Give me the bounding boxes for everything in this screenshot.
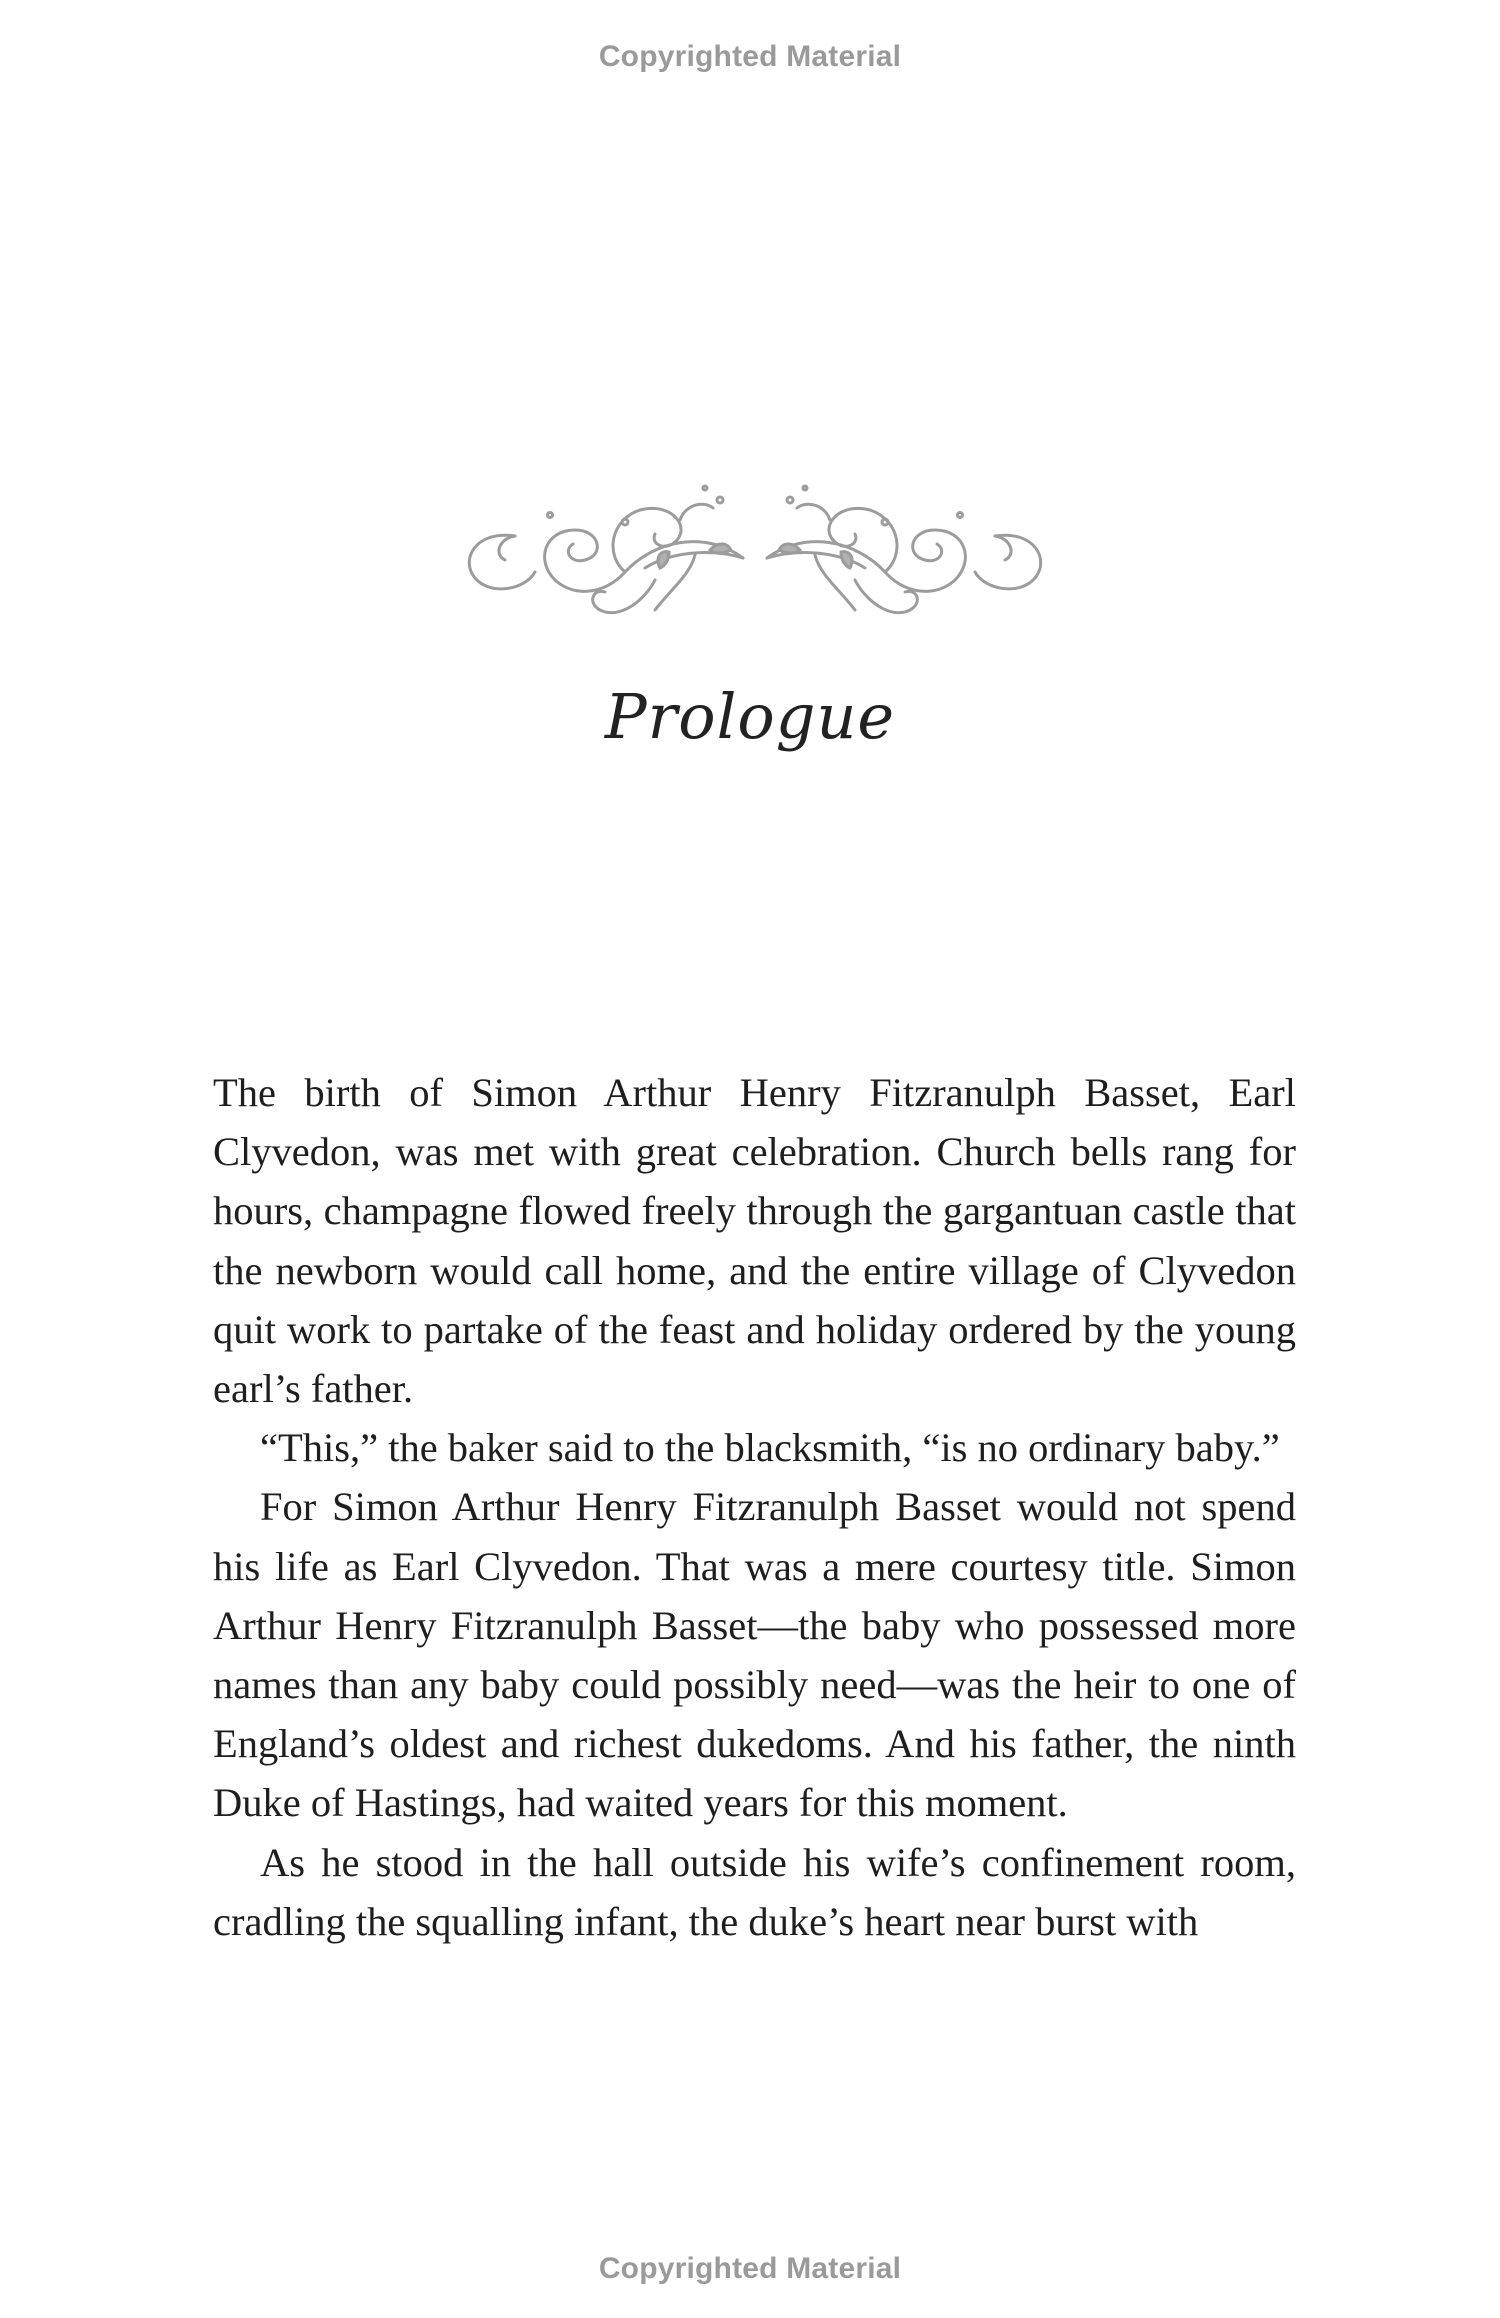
body-text [213,1063,1296,1951]
copyright-watermark-bottom: Copyrighted Material [598,2252,902,2285]
copyright-watermark-top: Copyrighted Material [598,40,902,73]
paragraph-1: The birth of Simon Arthur Henry Fitzranulph Basset, Earl Clyvedon, was met with great celebration. Church bells rang for hours, champagne flowed freely through the gargantuan castle that the newborn would call home, and the entire village of Clyvedon quit work to partake of the feast and holiday ordered by the young earl’s father. [213,1070,1296,1412]
paragraph-4: As he stood in the hall outside his wife’s confinement room, cradling the squalling infant, the duke’s heart near burst with [213,1839,1296,1944]
left-flourish-icon [469,486,743,613]
paragraph-3: For Simon Arthur Henry Fitzranulph Basset would not spend his life as Earl Clyvedon. That was a mere courtesy title. Simon Arthur Henry Fitzranulph Basset—the baby who possessed more names than any baby could possibly need—was the heir to one of England’s oldest and richest dukedoms. And his father, the ninth Duke of Hastings, had waited years for this moment. [213,1484,1296,1826]
flourish-ornament-icon [455,460,1055,650]
chapter-title: Prologue [604,680,896,753]
paragraph-2: “This,” the baker said to the blacksmith, “is no ordinary baby.” [260,1425,1280,1471]
right-flourish-icon [767,486,1041,613]
